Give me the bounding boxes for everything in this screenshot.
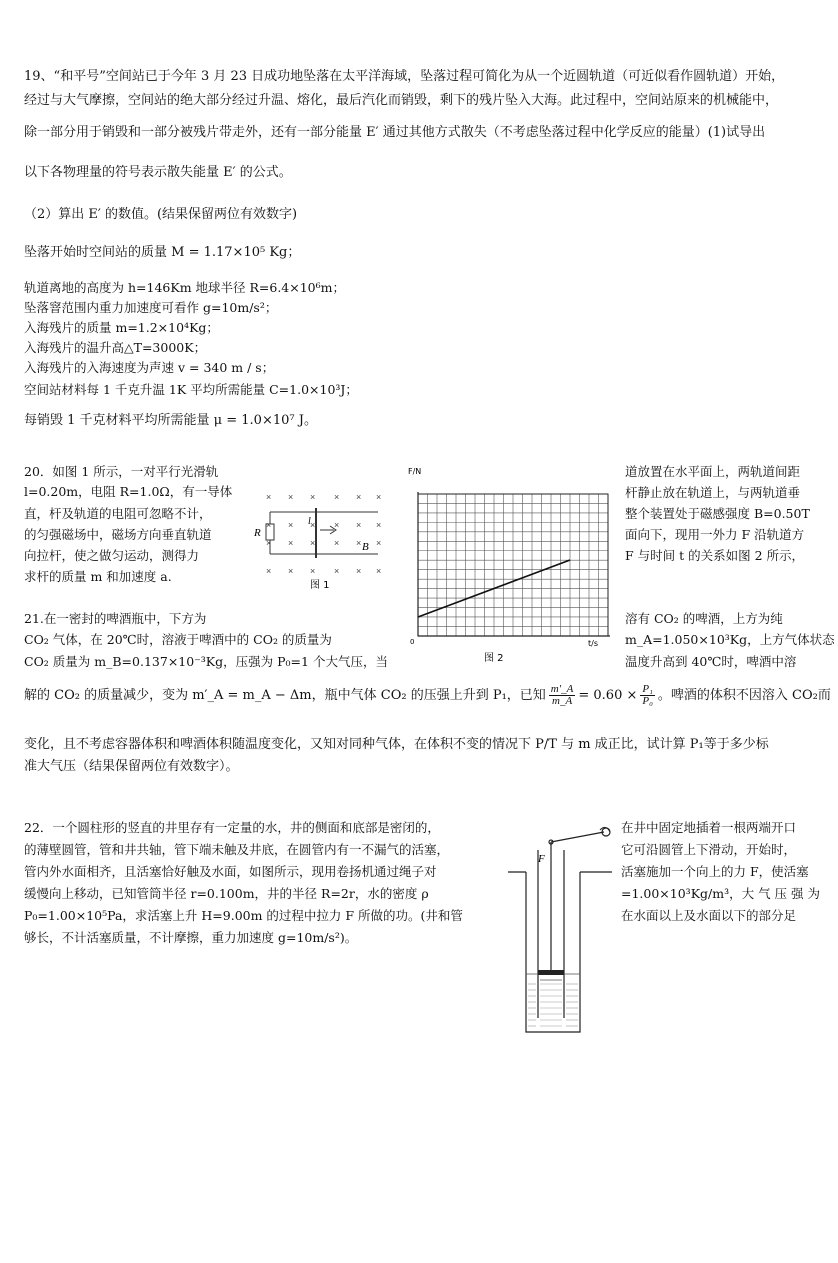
fig1-caption: 图 1 bbox=[310, 580, 330, 591]
q20-left-line: 直，杆及轨道的电阻可忽略不计， bbox=[24, 506, 212, 521]
q21-equation-line bbox=[24, 684, 831, 707]
field-cross-icon: × bbox=[376, 566, 382, 576]
q21-line5: 变化，且不考虑容器体积和啤酒体积随温度变化，又知对同种气体，在体积不变的情况下 P/T 与 m 成正比，试计算 P₁等于多少标 bbox=[24, 737, 769, 752]
q22-right-line: 它可沿圆管上下滑动，开始时， bbox=[621, 842, 797, 857]
q20-left-line: l=0.20m，电阻 R=1.0Ω，有一导体 bbox=[24, 484, 233, 499]
field-cross-icon: × bbox=[334, 492, 340, 502]
q19-line3: 除一部分用于销毁和一部分被残片带走外，还有一部分能量 E′ 通过其他方式散失（不考虑坠落过程中化学反应的能量）(1)试导出 bbox=[24, 125, 766, 140]
q19-line1: 19、“和平号”空间站已于今年 3 月 23 日成功地坠落在太平洋海域，坠落过程可简化为从一个近圆轨道（可近似看作圆轨道）开始， bbox=[24, 69, 785, 84]
q21-ratio-p bbox=[640, 684, 655, 707]
q19-speed: 入海残片的入海速度为声速 v = 340 m / s； bbox=[24, 360, 275, 375]
q20-left-line: 20．如图 1 所示，一对平行光滑轨 bbox=[24, 464, 219, 479]
fig2-y-axis-label: F/N bbox=[408, 467, 422, 476]
well-piston-diagram bbox=[500, 820, 620, 1045]
fig2-caption: 图 2 bbox=[484, 653, 504, 664]
q21-ratio-m-num: m′_A bbox=[550, 683, 574, 695]
fig2-force-time-graph bbox=[398, 462, 613, 667]
fig1-magnetic-field-diagram bbox=[250, 488, 390, 598]
q20-right-line: 面向下，现用一外力 F 沿轨道方 bbox=[625, 527, 805, 542]
field-cross-icon: × bbox=[288, 520, 294, 530]
q22-left-line: P₀=1.00×10⁵Pa，求活塞上升 H=9.00m 的过程中拉力 F 所做的功。(井和管 bbox=[24, 908, 463, 923]
field-cross-icon: × bbox=[356, 566, 362, 576]
q21-equation-tail: 。啤酒的体积不因溶入 CO₂而 bbox=[657, 688, 831, 703]
q21-left-line: CO₂ 质量为 m_B=0.137×10⁻³Kg，压强为 P₀=1 个大气压，当 bbox=[24, 654, 388, 669]
q20-left-line: 求杆的质量 m 和加速度 a. bbox=[24, 569, 172, 584]
q19-mass: 坠落开始时空间站的质量 M = 1.17×10⁵ Kg； bbox=[24, 245, 301, 260]
q19-temp-rise: 入海残片的温升高△T=3000K； bbox=[24, 340, 207, 355]
field-cross-icon: × bbox=[310, 566, 316, 576]
q22-left-line: 的薄壁圆管，管和井共轴，管下端未触及井底，在圆管内有一不漏气的活塞， bbox=[24, 842, 450, 857]
field-cross-icon: × bbox=[288, 566, 294, 576]
q22-left-line: 够长，不计活塞质量，不计摩擦，重力加速度 g=10m/s²)。 bbox=[24, 930, 358, 945]
q20-right-line: 道放置在水平面上，两轨道间距 bbox=[625, 464, 801, 479]
q19-heat: 空间站材料每 1 千克升温 1K 平均所需能量 C=1.0×10³J； bbox=[24, 382, 358, 397]
force-label: F bbox=[538, 853, 545, 865]
q22-right-line: =1.00×10³Kg/m³，大 气 压 强 为 bbox=[621, 886, 821, 901]
q19-line2: 经过与大气摩擦，空间站的绝大部分经过升温、熔化，最后汽化而销毁，剩下的残片坠入大海。此过程中，空间站原来的机械能中， bbox=[24, 93, 779, 108]
fig1-field-label: B bbox=[362, 541, 369, 553]
q21-line6: 准大气压（结果保留两位有效数字）。 bbox=[24, 759, 239, 774]
q19-gravity: 坠落窨范围内重力加速度可看作 g=10m/s²； bbox=[24, 300, 278, 315]
field-cross-icon: × bbox=[356, 520, 362, 530]
fig1-resistor-label: R bbox=[254, 527, 261, 539]
q20-right-line: F 与时间 t 的关系如图 2 所示， bbox=[625, 548, 805, 563]
q20-right-line: 杆静止放在轨道上，与两轨道垂 bbox=[625, 485, 801, 500]
q19-line5: （2）算出 E′ 的数值。(结果保留两位有效数字) bbox=[24, 207, 298, 222]
field-cross-icon: × bbox=[376, 492, 382, 502]
field-cross-icon: × bbox=[266, 492, 272, 502]
field-cross-icon: × bbox=[266, 520, 272, 530]
q21-right-line: 溶有 CO₂ 的啤酒，上方为纯 bbox=[625, 611, 783, 626]
field-cross-icon: × bbox=[266, 538, 272, 548]
q19-debris-mass: 入海残片的质量 m=1.2×10⁴Kg； bbox=[24, 320, 219, 335]
field-cross-icon: × bbox=[356, 492, 362, 502]
q22-left-line: 缓慢向上移动，已知管筒半径 r=0.100m，井的半径 R=2r，水的密度 ρ bbox=[24, 886, 429, 901]
field-cross-icon: × bbox=[334, 566, 340, 576]
fig2-origin-label: 0 bbox=[410, 638, 415, 646]
piston bbox=[538, 970, 564, 975]
q19-line4: 以下各物理量的符号表示散失能量 E′ 的公式。 bbox=[24, 165, 292, 180]
q20-left-line: 的匀强磁场中，磁场方向垂直轨道 bbox=[24, 527, 212, 542]
field-cross-icon: × bbox=[376, 520, 382, 530]
field-cross-icon: × bbox=[266, 566, 272, 576]
q21-ratio-m-den: m_A bbox=[552, 695, 573, 707]
q21-right-line: 温度升高到 40℃时，啤酒中溶 bbox=[625, 654, 797, 669]
fig2-x-axis-label: t/s bbox=[588, 639, 598, 648]
field-cross-icon: × bbox=[334, 538, 340, 548]
q22-left-line: 管内外水面相齐，且活塞恰好触及水面，如图所示，现用卷扬机通过绳子对 bbox=[24, 864, 437, 879]
q20-right-line: 整个装置处于磁感强度 B=0.50T bbox=[625, 506, 810, 521]
field-cross-icon: × bbox=[288, 492, 294, 502]
q21-ratio-m bbox=[549, 684, 576, 707]
field-cross-icon: × bbox=[310, 492, 316, 502]
field-cross-icon: × bbox=[310, 520, 316, 530]
q19-orbit: 轨道离地的高度为 h=146Km 地球半径 R=6.4×10⁶m； bbox=[24, 280, 346, 295]
fig1-length-label: l bbox=[308, 516, 311, 527]
q21-ratio-p-num: P₁ bbox=[642, 683, 653, 695]
field-cross-icon: × bbox=[356, 538, 362, 548]
q21-left-line: CO₂ 气体，在 20℃时，溶液于啤酒中的 CO₂ 的质量为 bbox=[24, 632, 332, 647]
q22-right-line: 活塞施加一个向上的力 F，使活塞 bbox=[621, 864, 809, 879]
field-cross-icon: × bbox=[376, 538, 382, 548]
q21-ratio-p-den: P₀ bbox=[642, 695, 653, 707]
q21-right-line: m_A=1.050×10³Kg，上方气体状态 bbox=[625, 632, 835, 647]
field-cross-icon: × bbox=[288, 538, 294, 548]
q22-left-line: 22．一个圆柱形的竖直的井里存有一定量的水，井的侧面和底部是密闭的， bbox=[24, 820, 440, 835]
q21-left-line: 21.在一密封的啤酒瓶中，下方为 bbox=[24, 611, 207, 626]
q22-right-line: 在井中固定地插着一根两端开口 bbox=[621, 820, 797, 835]
q19-destroy: 每销毁 1 千克材料平均所需能量 μ = 1.0×10⁷ J。 bbox=[24, 413, 317, 428]
q21-equation-text: 解的 CO₂ 的质量减少，变为 m′_A = m_A − Δm，瓶中气体 CO₂ 的压强上升到 P₁，已知 bbox=[24, 688, 546, 703]
q21-equation-mid: = 0.60 × bbox=[578, 688, 638, 703]
field-cross-icon: × bbox=[310, 538, 316, 548]
q22-right-line: 在水面以上及水面以下的部分足 bbox=[621, 908, 797, 923]
field-cross-icon: × bbox=[334, 520, 340, 530]
q20-left-line: 向拉杆，使之做匀运动，测得力 bbox=[24, 548, 200, 563]
